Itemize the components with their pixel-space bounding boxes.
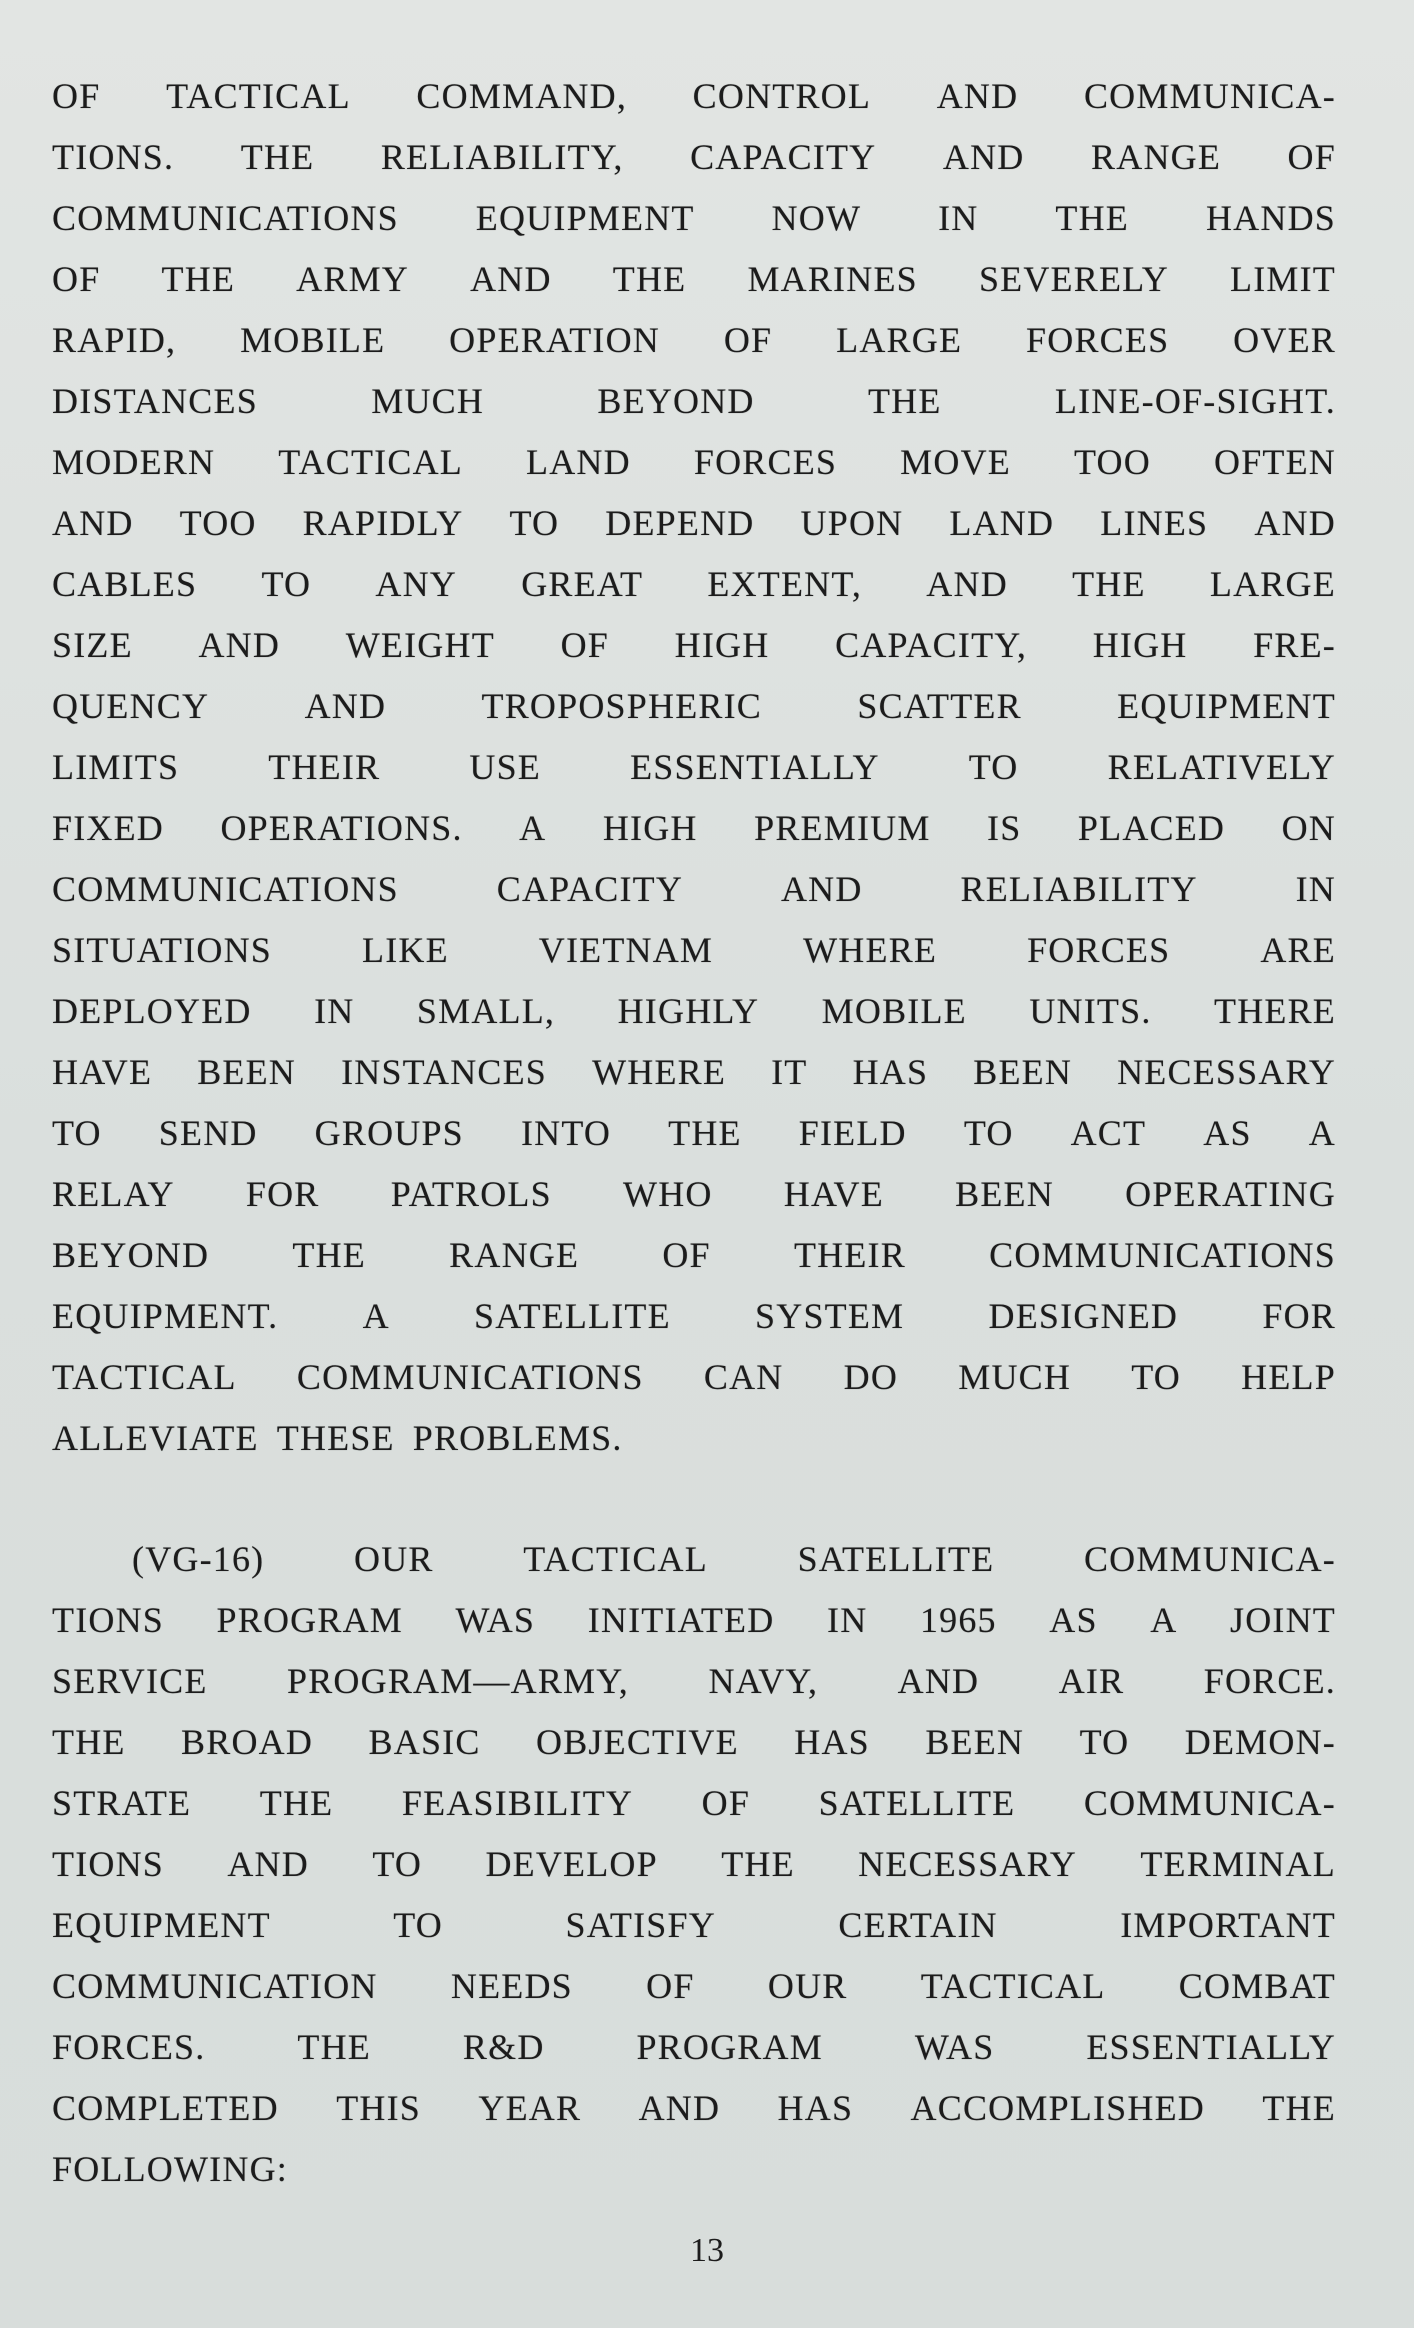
text-line bbox=[52, 615, 1336, 676]
word: DESIGNED bbox=[988, 1296, 1179, 1336]
word: COMMUNICA- bbox=[1083, 76, 1336, 116]
word: LAND bbox=[949, 503, 1055, 543]
word: STRATE bbox=[52, 1783, 192, 1823]
word: MOBILE bbox=[821, 991, 967, 1031]
word: FORCES bbox=[1027, 930, 1171, 970]
word: COMMUNICATIONS bbox=[52, 198, 399, 238]
word: ARE bbox=[1260, 930, 1336, 970]
word: TOO bbox=[179, 503, 257, 543]
text-line bbox=[52, 2139, 1336, 2200]
word: SATELLITE bbox=[797, 1539, 995, 1579]
word: TO bbox=[1079, 1722, 1130, 1762]
word: JOINT bbox=[1230, 1600, 1336, 1640]
word: SITUATIONS bbox=[52, 930, 273, 970]
text-line bbox=[52, 1895, 1336, 1956]
word: A bbox=[362, 1296, 390, 1336]
word: SATELLITE bbox=[474, 1296, 671, 1336]
word: YEAR bbox=[478, 2088, 582, 2128]
word: A bbox=[1150, 1600, 1178, 1640]
word: IS bbox=[987, 808, 1022, 848]
text-line bbox=[52, 493, 1336, 554]
word: USE bbox=[469, 747, 541, 787]
word: GREAT bbox=[521, 564, 644, 604]
text-line bbox=[52, 432, 1336, 493]
word: THE bbox=[1262, 2088, 1336, 2128]
word: HAS bbox=[794, 1722, 870, 1762]
word: UPON bbox=[800, 503, 904, 543]
word: IT bbox=[771, 1052, 808, 1092]
word: SIZE bbox=[52, 625, 133, 665]
word: TO bbox=[509, 503, 560, 543]
word: DEVELOP bbox=[485, 1844, 658, 1884]
text-line bbox=[52, 798, 1336, 859]
word: IN bbox=[827, 1600, 868, 1640]
word: PROBLEMS. bbox=[412, 1418, 623, 1458]
word: AND bbox=[304, 686, 387, 726]
word: COMMUNICATIONS bbox=[52, 869, 399, 909]
word: DISTANCES bbox=[52, 381, 258, 421]
word: PATROLS bbox=[390, 1174, 552, 1214]
word: COMMUNICATION bbox=[52, 1966, 378, 2006]
word: OFTEN bbox=[1214, 442, 1336, 482]
word: LIMITS bbox=[52, 747, 180, 787]
word: SEND bbox=[158, 1113, 258, 1153]
text-line bbox=[52, 676, 1336, 737]
word: ANY bbox=[375, 564, 457, 604]
word: PREMIUM bbox=[754, 808, 931, 848]
text-line bbox=[52, 1225, 1336, 1286]
word: HIGH bbox=[602, 808, 698, 848]
text-line bbox=[52, 371, 1336, 432]
word: THE bbox=[867, 381, 942, 421]
word: ESSENTIALLY bbox=[630, 747, 880, 787]
text-line bbox=[52, 1286, 1336, 1347]
word: HIGH bbox=[1092, 625, 1188, 665]
word: BEEN bbox=[925, 1722, 1025, 1762]
word: BEEN bbox=[197, 1052, 297, 1092]
word: MARINES bbox=[747, 259, 918, 299]
text-line bbox=[52, 249, 1336, 310]
word: VIETNAM bbox=[538, 930, 714, 970]
word: HIGH bbox=[674, 625, 770, 665]
word: TERMINAL bbox=[1140, 1844, 1336, 1884]
word: THESE bbox=[276, 1418, 395, 1458]
word: SYSTEM bbox=[755, 1296, 905, 1336]
text-line bbox=[52, 1103, 1336, 1164]
word: AS bbox=[1049, 1600, 1098, 1640]
word: A bbox=[1308, 1113, 1336, 1153]
word: IN bbox=[314, 991, 355, 1031]
word: OUR bbox=[767, 1966, 848, 2006]
word: OPERATION bbox=[449, 320, 660, 360]
word: THE bbox=[259, 1783, 334, 1823]
word: NECESSARY bbox=[1117, 1052, 1336, 1092]
word: UNITS. bbox=[1029, 991, 1152, 1031]
word: RELIABILITY bbox=[960, 869, 1198, 909]
word: WAS bbox=[455, 1600, 536, 1640]
word: THE bbox=[668, 1113, 742, 1153]
text-line bbox=[52, 2017, 1336, 2078]
word: OF bbox=[662, 1235, 711, 1275]
word: LINE-OF-SIGHT. bbox=[1054, 381, 1336, 421]
text-line bbox=[52, 1347, 1336, 1408]
word: TROPOSPHERIC bbox=[481, 686, 762, 726]
word: GROUPS bbox=[314, 1113, 464, 1153]
word: LIKE bbox=[362, 930, 449, 970]
word: SATELLITE bbox=[818, 1783, 1016, 1823]
paragraph-vg16-satellite-program bbox=[52, 1529, 1336, 2200]
word: THEIR bbox=[793, 1235, 906, 1275]
word: EQUIPMENT. bbox=[52, 1296, 279, 1336]
word: TACTICAL bbox=[278, 442, 463, 482]
word: TO bbox=[963, 1113, 1014, 1153]
word: TO bbox=[261, 564, 312, 604]
word: AND bbox=[52, 503, 134, 543]
word: RELATIVELY bbox=[1107, 747, 1336, 787]
text-line bbox=[52, 554, 1336, 615]
word: OF bbox=[646, 1966, 695, 2006]
word: AND bbox=[470, 259, 552, 299]
word: LAND bbox=[526, 442, 631, 482]
word: LARGE bbox=[836, 320, 963, 360]
word: EQUIPMENT bbox=[475, 198, 695, 238]
word: OF bbox=[52, 76, 101, 116]
text-line bbox=[52, 1164, 1336, 1225]
word: CAPACITY bbox=[690, 137, 877, 177]
word: FORCES. bbox=[52, 2027, 206, 2067]
word: AND bbox=[942, 137, 1025, 177]
word: NECESSARY bbox=[858, 1844, 1077, 1884]
word: NOW bbox=[771, 198, 862, 238]
word: THE bbox=[292, 1235, 366, 1275]
word: THE bbox=[52, 1722, 126, 1762]
word: CERTAIN bbox=[838, 1905, 998, 1945]
word: CABLES bbox=[52, 564, 198, 604]
word: OF bbox=[52, 259, 101, 299]
word: DEPLOYED bbox=[52, 991, 252, 1031]
word: DEMON- bbox=[1184, 1722, 1336, 1762]
word: FORCES bbox=[1026, 320, 1170, 360]
text-line bbox=[52, 188, 1336, 249]
word: HIGHLY bbox=[617, 991, 760, 1031]
paragraph-tactical-communications-problem bbox=[52, 66, 1336, 1469]
text-line bbox=[52, 2078, 1336, 2139]
word: SCATTER bbox=[857, 686, 1022, 726]
word: ALLEVIATE bbox=[52, 1418, 259, 1458]
word: INSTANCES bbox=[341, 1052, 548, 1092]
word: DO bbox=[843, 1357, 899, 1397]
word: ARMY bbox=[296, 259, 409, 299]
word: EQUIPMENT bbox=[52, 1905, 271, 1945]
word: OF bbox=[701, 1783, 751, 1823]
word: MUCH bbox=[371, 381, 485, 421]
word: BEEN bbox=[973, 1052, 1073, 1092]
word: FIELD bbox=[798, 1113, 907, 1153]
text-line bbox=[52, 1529, 1336, 1590]
word: BROAD bbox=[181, 1722, 314, 1762]
word: 1965 bbox=[919, 1600, 997, 1640]
text-line bbox=[52, 737, 1336, 798]
word: PLACED bbox=[1077, 808, 1226, 848]
word: WHO bbox=[623, 1174, 713, 1214]
word: TOO bbox=[1074, 442, 1151, 482]
word: EQUIPMENT bbox=[1117, 686, 1336, 726]
word: INTO bbox=[520, 1113, 612, 1153]
word: HAS bbox=[777, 2088, 854, 2128]
word: FIXED bbox=[52, 808, 164, 848]
word: FOLLOWING: bbox=[52, 2149, 288, 2189]
word: RANGE bbox=[449, 1235, 580, 1275]
word: THE bbox=[1055, 198, 1130, 238]
word: FRE- bbox=[1253, 625, 1336, 665]
word: OVER bbox=[1233, 320, 1336, 360]
word: TO bbox=[372, 1844, 423, 1884]
word: TACTICAL bbox=[166, 76, 351, 116]
word: COMMUNICATIONS bbox=[989, 1235, 1336, 1275]
word: CONTROL bbox=[692, 76, 872, 116]
word: AND bbox=[897, 1661, 980, 1701]
word: FORCE. bbox=[1203, 1661, 1336, 1701]
word: CAN bbox=[703, 1357, 784, 1397]
word: ACT bbox=[1070, 1113, 1147, 1153]
word: MUCH bbox=[958, 1357, 1072, 1397]
word: AND bbox=[936, 76, 1019, 116]
word: EXTENT, bbox=[707, 564, 863, 604]
text-line bbox=[52, 1834, 1336, 1895]
word: AND bbox=[198, 625, 281, 665]
word: AND bbox=[227, 1844, 309, 1884]
text-line bbox=[52, 859, 1336, 920]
word: MOBILE bbox=[240, 320, 386, 360]
text-line bbox=[52, 920, 1336, 981]
text-line bbox=[52, 1042, 1336, 1103]
word: AND bbox=[1254, 503, 1336, 543]
word: R&D bbox=[462, 2027, 545, 2067]
word: WAS bbox=[914, 2027, 995, 2067]
text-line bbox=[52, 981, 1336, 1042]
word: RAPID, bbox=[52, 320, 177, 360]
word: COMMUNICATIONS bbox=[296, 1357, 644, 1397]
document-page bbox=[52, 66, 1336, 2200]
word: IN bbox=[938, 198, 979, 238]
word: SMALL, bbox=[416, 991, 556, 1031]
word: WEIGHT bbox=[345, 625, 495, 665]
word: COMPLETED bbox=[52, 2088, 279, 2128]
word: TACTICAL bbox=[523, 1539, 708, 1579]
word: BEEN bbox=[955, 1174, 1054, 1214]
word: PROGRAM bbox=[216, 1600, 403, 1640]
word: AND bbox=[638, 2088, 721, 2128]
word: THEIR bbox=[268, 747, 381, 787]
word: FEASIBILITY bbox=[401, 1783, 634, 1823]
word: MOVE bbox=[900, 442, 1011, 482]
word: A bbox=[519, 808, 547, 848]
text-line bbox=[52, 1773, 1336, 1834]
word: INITIATED bbox=[587, 1600, 775, 1640]
word: HANDS bbox=[1205, 198, 1336, 238]
word: ACCOMPLISHED bbox=[910, 2088, 1205, 2128]
word: TIONS bbox=[52, 1600, 164, 1640]
word: FORCES bbox=[693, 442, 838, 482]
word: OF bbox=[723, 320, 773, 360]
word: ESSENTIALLY bbox=[1086, 2027, 1336, 2067]
word: BEYOND bbox=[597, 381, 755, 421]
word: FOR bbox=[245, 1174, 320, 1214]
word: THERE bbox=[1214, 991, 1336, 1031]
word: TIONS bbox=[52, 1844, 164, 1884]
word: BASIC bbox=[368, 1722, 481, 1762]
word: LARGE bbox=[1209, 564, 1336, 604]
text-line bbox=[52, 66, 1336, 127]
word: RAPIDLY bbox=[302, 503, 464, 543]
word: OUR bbox=[354, 1539, 434, 1579]
text-line bbox=[52, 1712, 1336, 1773]
word: RANGE bbox=[1091, 137, 1222, 177]
word: COMMUNICA- bbox=[1083, 1783, 1336, 1823]
word: THE bbox=[721, 1844, 795, 1884]
text-line bbox=[52, 127, 1336, 188]
word: COMBAT bbox=[1178, 1966, 1336, 2006]
word: AS bbox=[1203, 1113, 1252, 1153]
word: IMPORTANT bbox=[1120, 1905, 1336, 1945]
word: CAPACITY, bbox=[835, 625, 1028, 665]
word: SATISFY bbox=[565, 1905, 716, 1945]
word: CAPACITY bbox=[496, 869, 684, 909]
word: WHERE bbox=[803, 930, 938, 970]
text-line bbox=[52, 1956, 1336, 2017]
word: WHERE bbox=[592, 1052, 727, 1092]
word: LINES bbox=[1100, 503, 1209, 543]
page-number: 13 bbox=[690, 2232, 724, 2269]
word: THE bbox=[240, 137, 315, 177]
word: SERVICE bbox=[52, 1661, 208, 1701]
word: AIR bbox=[1058, 1661, 1125, 1701]
word: FOR bbox=[1262, 1296, 1336, 1336]
word: HAS bbox=[852, 1052, 929, 1092]
word: OF bbox=[1287, 137, 1336, 177]
word: TACTICAL bbox=[52, 1357, 237, 1397]
word: TO bbox=[393, 1905, 444, 1945]
word: TACTICAL bbox=[920, 1966, 1106, 2006]
word: NEEDS bbox=[450, 1966, 573, 2006]
word: HAVE bbox=[783, 1174, 884, 1214]
word: BEYOND bbox=[52, 1235, 210, 1275]
word: RELAY bbox=[52, 1174, 175, 1214]
word: COMMUNICA- bbox=[1083, 1539, 1336, 1579]
word: MODERN bbox=[52, 442, 216, 482]
text-line bbox=[52, 310, 1336, 371]
word: HAVE bbox=[52, 1052, 153, 1092]
word: THE bbox=[1072, 564, 1146, 604]
word: THE bbox=[612, 259, 687, 299]
word: DEPEND bbox=[605, 503, 755, 543]
text-line bbox=[52, 1651, 1336, 1712]
word: OF bbox=[560, 625, 609, 665]
word: TO bbox=[52, 1113, 102, 1153]
word: TIONS. bbox=[52, 137, 175, 177]
word: COMMAND, bbox=[416, 76, 628, 116]
word: QUENCY bbox=[52, 686, 210, 726]
word: (VG-16) bbox=[132, 1539, 265, 1579]
word: OPERATIONS. bbox=[220, 808, 463, 848]
word: TO bbox=[968, 747, 1019, 787]
word: LIMIT bbox=[1230, 259, 1336, 299]
word: THE bbox=[297, 2027, 371, 2067]
word: PROGRAM—ARMY, bbox=[286, 1661, 630, 1701]
word: AND bbox=[926, 564, 1008, 604]
word: RELIABILITY, bbox=[380, 137, 624, 177]
word: SEVERELY bbox=[978, 259, 1169, 299]
word: AND bbox=[780, 869, 863, 909]
word: PROGRAM bbox=[636, 2027, 823, 2067]
word: ON bbox=[1281, 808, 1336, 848]
word: THIS bbox=[336, 2088, 421, 2128]
text-line bbox=[52, 1590, 1336, 1651]
text-line bbox=[52, 1408, 1336, 1469]
word: OBJECTIVE bbox=[536, 1722, 739, 1762]
word: THE bbox=[161, 259, 236, 299]
word: OPERATING bbox=[1125, 1174, 1336, 1214]
word: HELP bbox=[1241, 1357, 1336, 1397]
word: NAVY, bbox=[708, 1661, 819, 1701]
word: IN bbox=[1295, 869, 1336, 909]
word: TO bbox=[1131, 1357, 1181, 1397]
